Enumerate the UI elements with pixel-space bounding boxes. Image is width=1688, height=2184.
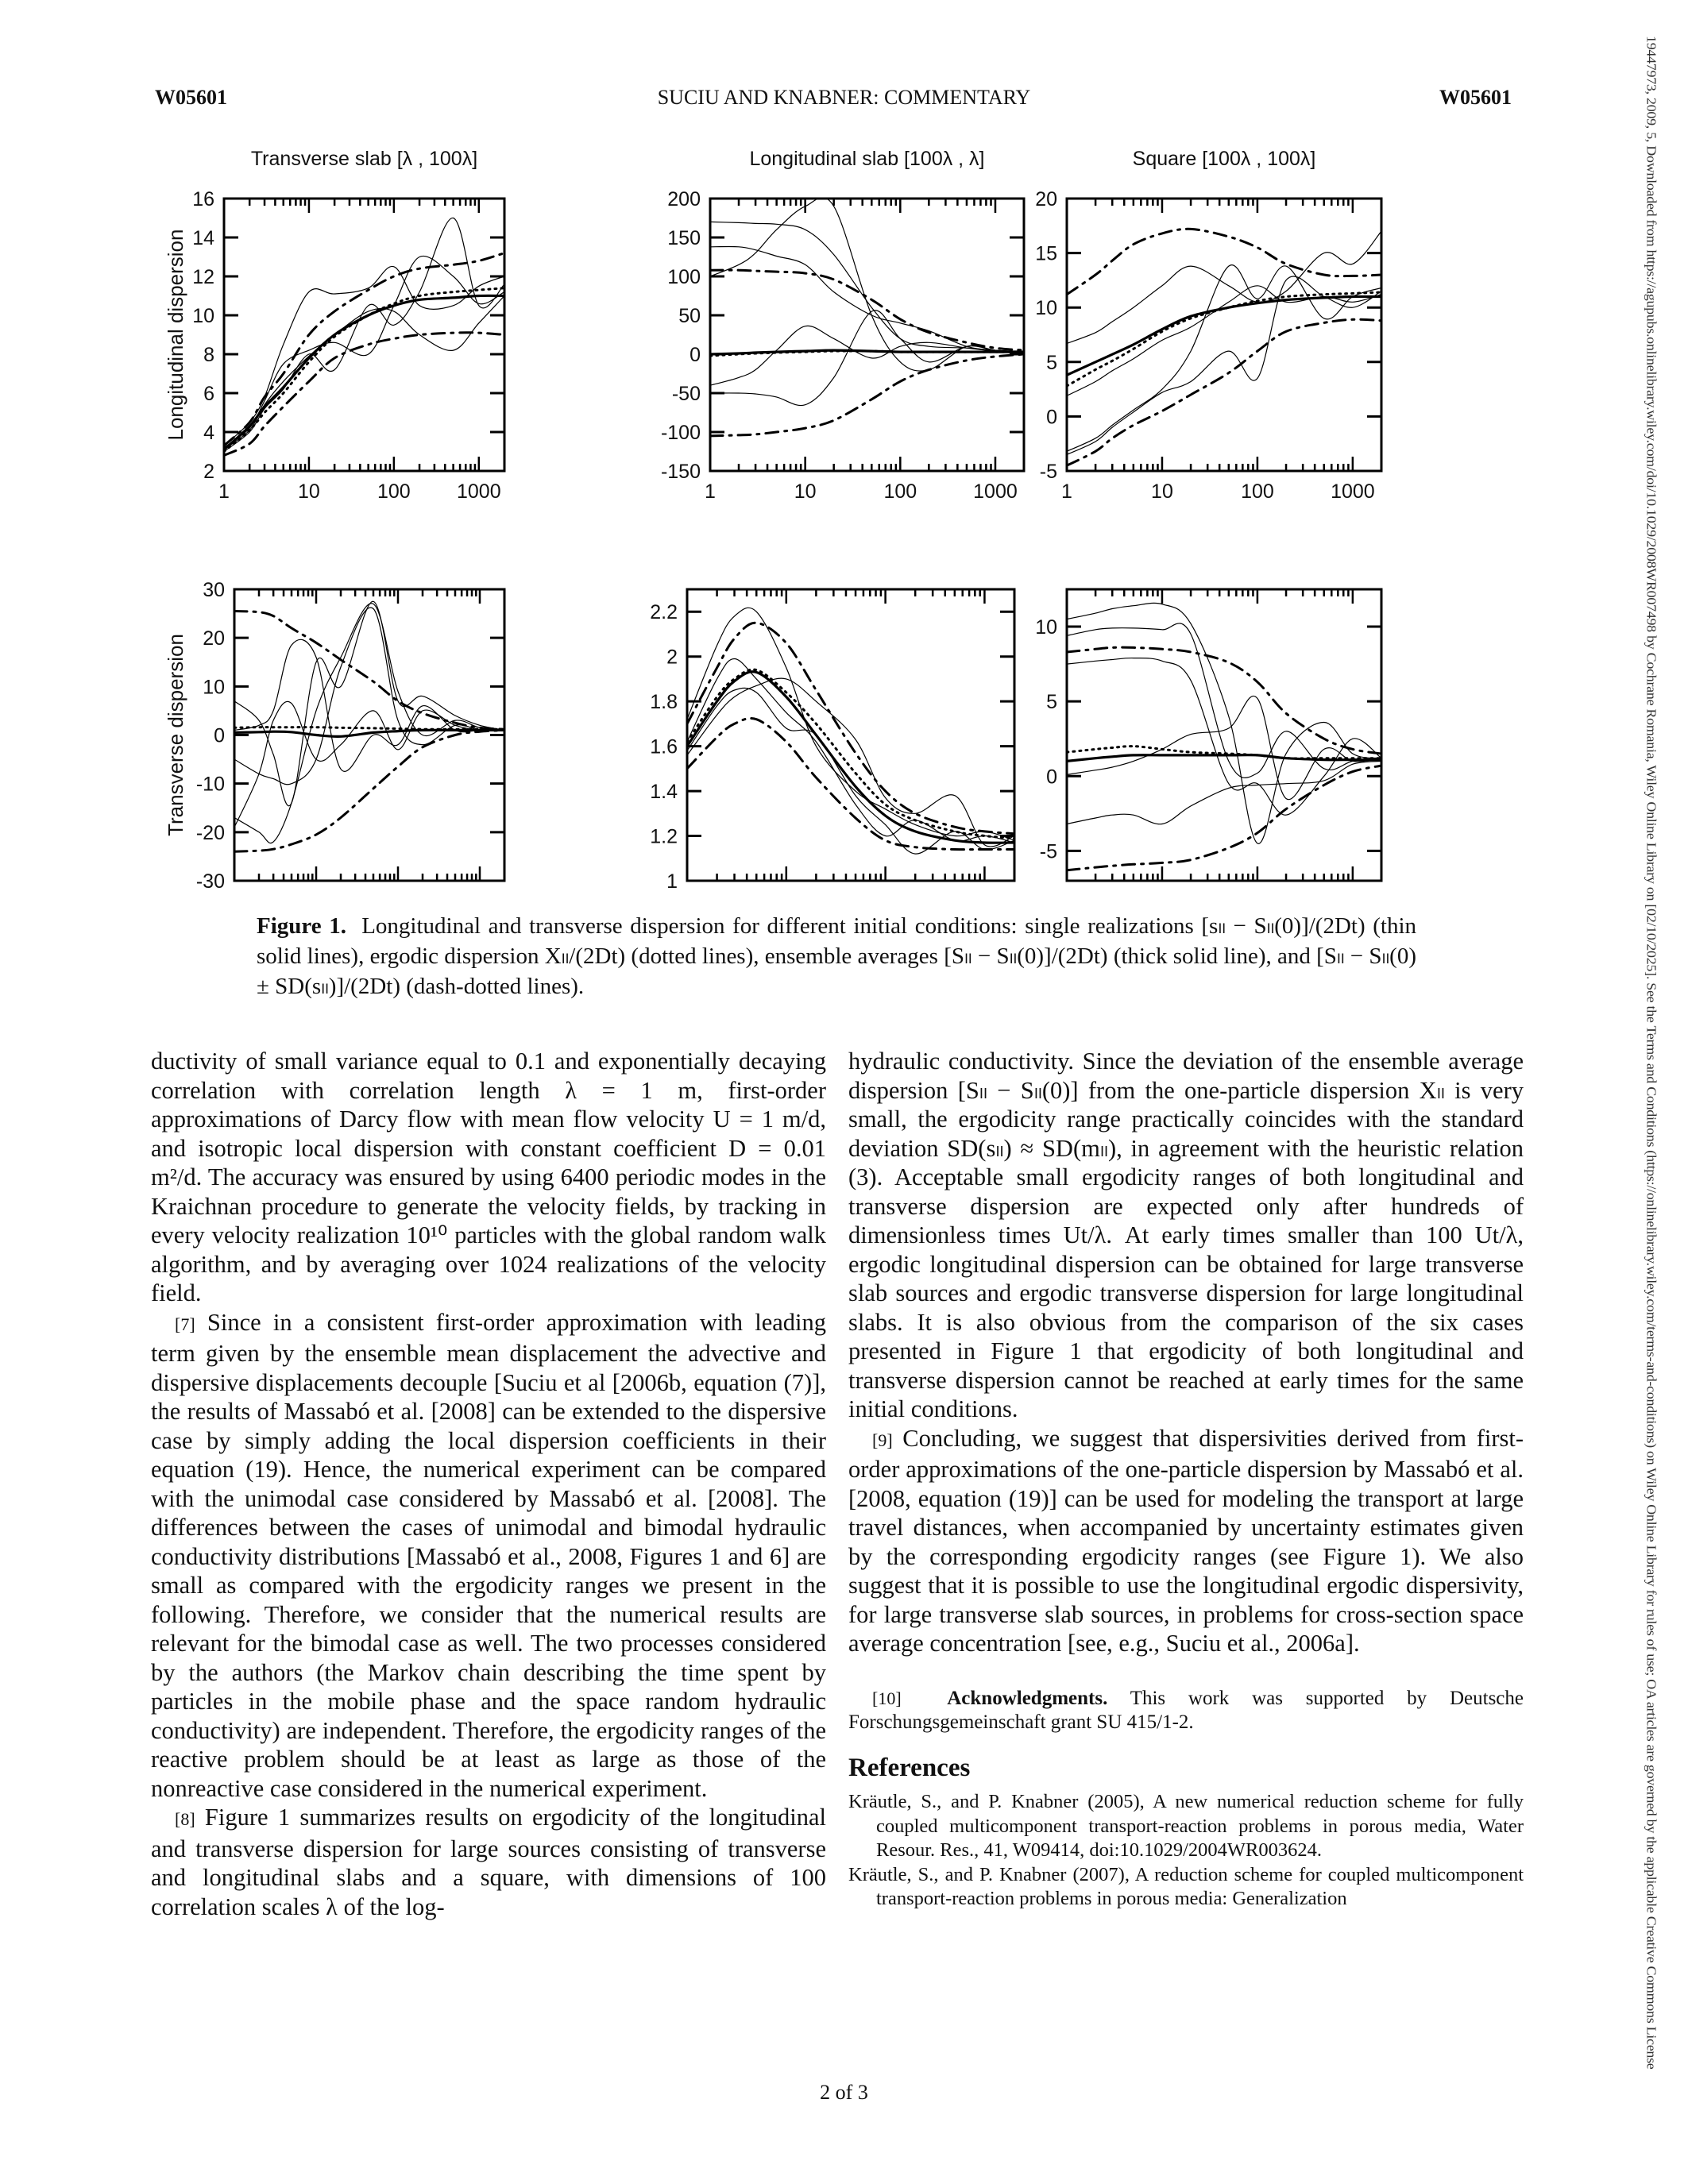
realization-line [1067,603,1381,843]
sd-band-line [687,718,1014,849]
sd-band-line [710,354,1024,436]
ergodic-dispersion-line [224,288,504,452]
y-tick-label: 4 [203,422,214,444]
y-tick-label: -50 [671,383,701,405]
paragraph-9 [848,1424,1524,1658]
figure-caption-text: Longitudinal and transverse dispersion for different initial conditions: single realizations [sₗₗ − Sₗₗ(0)]/(2Dt) (thin solid lines), ergodic dispersion Xₗₗ/(2Dt) (dotted lines), ensemble averages [Sₗₗ − Sₗₗ(0)]/(2Dt) (thick solid line), and [Sₗₗ − Sₗₗ(0) ± SD(sₗₗ)]/(2Dt) (dash-dotted lines). [257,913,1417,999]
y-tick-label: 0 [214,724,225,747]
y-axis-label: Longitudinal dispersion [164,229,187,441]
realization-line [1067,231,1381,343]
figure-caption-label: Figure 1. [257,913,346,939]
chart-title: Transverse slab [λ , 100λ] [250,148,478,170]
y-tick-label: 15 [1035,242,1057,265]
y-tick-label: 2 [203,461,214,483]
sd-band-line [1067,766,1381,870]
paragraph-number: [10] [872,1688,902,1708]
y-tick-label: 12 [192,266,214,288]
y-tick-label: -10 [195,773,225,796]
chart-title: Longitudinal slab [100λ , λ] [749,148,985,170]
chart-panel-5 [650,589,1014,889]
acknowledgments-text: This work was supported by Deutsche Forschungsgemeinschaft grant SU 415/1-2. [848,1687,1524,1733]
paragraph-text: Since in a consistent first-order approximation with leading term given by the ensemble mean displacement the advective and dispersive displacements decouple [Suciu et al [2006b, equation (7)], the results of Massabó et al. [2008] can be extended to the dispersive case by simply adding the local dispersion coefficients in their equation (19). Hence, the numerical experiment can be compared with the unimodal case considered by Massabó et al. [2008]. The differences between the cases of unimodal and bimodal hydraulic conductivity distributions [Massabó et al., 2008, Figures 1 and 6] are small as compared with the ergodicity ranges we present in the following. Therefore, we consider that the numerical results are relevant for the bimodal case as well. The two processes considered by the authors (the Markov chain describing the time spent by particles in the mobile phase and the space random hydraulic conductivity) are independent. Therefore, the ergodicity ranges of the reactive problem should be at least as large as those of the nonreactive case considered in the numerical experiment. [151,1308,826,1802]
realization-line [687,678,1014,847]
ensemble-average-line [687,672,1014,843]
figure-caption [257,911,1416,1001]
acknowledgments-label: Acknowledgments. [947,1687,1108,1709]
x-tick-label: 1000 [973,480,1018,503]
series-group [687,608,1014,854]
realization-line [224,218,504,451]
y-tick-label: -150 [660,461,701,483]
reference-item: Kräutle, S., and P. Knabner (2005), A new numerical reduction scheme for fully coupled multicomponent transport-reaction problems in porous media, Water Resour. Res., 41, W09414, doi:10.1029/2004WR003624. [848,1791,1524,1861]
series-group [1067,229,1381,465]
series-group [234,601,504,851]
x-tick-label: 1 [218,480,230,503]
y-tick-label: 1.4 [650,781,678,804]
y-tick-label: 0 [689,344,701,366]
y-tick-label: 14 [192,227,214,249]
y-tick-label: 6 [203,383,214,405]
realization-line [710,222,1024,352]
y-tick-label: 10 [203,676,225,699]
realization-line [1067,286,1381,396]
y-tick-label: 20 [203,627,225,650]
plot-frame [1067,589,1381,881]
chart-panel-1 [164,148,504,503]
paragraph-number: [7] [175,1314,195,1334]
header-article-id-left: W05601 [155,86,227,109]
y-tick-label: 16 [192,188,214,210]
x-tick-label: 100 [883,480,917,503]
x-tick-label: 1000 [1331,480,1375,503]
realization-line [234,701,504,827]
sd-band-line [1067,319,1381,465]
y-tick-label: 5 [1046,691,1057,714]
y-tick-label: -20 [195,821,225,844]
y-tick-label: 30 [203,579,225,601]
page-number: 2 of 3 [820,2081,868,2104]
paragraph-number: [9] [872,1430,893,1450]
header-running-title: SUCIU AND KNABNER: COMMENTARY [657,86,1031,109]
y-tick-label: -100 [660,422,701,444]
series-group [1067,603,1381,870]
ensemble-average-line [234,730,504,736]
y-tick-label: 100 [667,266,701,288]
realization-line [234,639,504,771]
body-right-column [848,1047,1524,1912]
chart-panel-4 [164,579,504,889]
realization-line [1067,276,1381,454]
plot-frame [234,589,504,881]
download-notice-text: 19447973, 2009, 5, Downloaded from https://agupubs.onlinelibrary.wiley.com/doi/10.1029/2008WR007498 by Cochrane Romania, Wiley Online Library on [02/10/2025]. See the Terms and Conditions (https://onlinelibrary.wiley.com/terms-and-conditions) on Wiley Online Library for rules of use; OA articles are governed by the applicable Creative Commons License [1644,36,1659,2070]
sd-band-line [234,730,504,851]
sd-band-line [224,253,504,446]
chart-panel-3 [1035,148,1381,503]
y-tick-label: 0 [1046,406,1057,429]
y-tick-label: 50 [678,305,701,327]
ensemble-average-line [224,295,504,450]
y-tick-label: 5 [1046,351,1057,374]
body-left-column [151,1047,826,1921]
realization-line [224,266,504,446]
plot-frame [1067,199,1381,471]
y-tick-label: 20 [1035,188,1057,210]
realization-line [710,326,1024,385]
y-tick-label: 10 [1035,616,1057,639]
y-tick-label: 1.6 [650,735,678,758]
figure-1 [143,127,1525,889]
y-tick-label: 2 [666,646,678,669]
realization-line [234,601,504,806]
paragraph: ductivity of small variance equal to 0.1 and exponentially decaying correlation with correlation length λ = 1 m, first-order approximations of Darcy flow with mean flow velocity U = 1 m/d, and isotropic local dispersion with constant coefficient D = 0.01 m²/d. The accuracy was ensured by using 6400 periodic modes in the Kraichnan procedure to generate the velocity fields, by tracking in every velocity realization 10¹⁰ particles with the global random walk algorithm, and by averaging over 1024 realizations of the velocity field. [151,1048,826,1306]
series-group [224,218,504,455]
paragraph-8 [151,1803,826,1921]
paragraph-text: Concluding, we suggest that dispersivities derived from first-order approximations of the one-particle dispersion by Massabó et al. [2008, equation (19)] can be used for modeling the transport at large travel distances, when accompanied by uncertainty estimates given by the corresponding ergodicity ranges (see Figure 1). We also suggest that it is possible to use the longitudinal ergodic dispersivity, for large transverse slab sources, in problems for cross-section space average concentration [see, e.g., Suciu et al., 2006a]. [848,1424,1524,1657]
paragraph: hydraulic conductivity. Since the deviation of the ensemble average dispersion [Sₗₗ − Sₗₗ(0)] from the one-particle dispersion Xₗₗ is very small, the ergodicity range practically coincides with the standard deviation SD(sₗₗ) ≈ SD(mₗₗ), in agreement with the heuristic relation (3). Acceptable small ergodicity ranges of both longitudinal and transverse dispersion are expected only after hundreds of dimensionless times Ut/λ. At early times smaller than 100 Ut/λ, ergodic longitudinal dispersion can be obtained for large transverse slab sources and ergodic transverse dispersion for large longitudinal slabs. It is also obvious from the comparison of the six cases presented in Figure 1 that ergodicity of both longitudinal and transverse dispersion cannot be reached at early times for the same initial conditions. [848,1048,1524,1422]
plot-frame [687,589,1014,881]
y-tick-label: 150 [667,227,701,249]
y-tick-label: 8 [203,344,214,366]
y-tick-label: 1.8 [650,691,678,714]
y-tick-label: 200 [667,188,701,210]
chart-panel-2 [661,148,1024,503]
y-tick-label: -5 [1039,461,1057,483]
x-tick-label: 100 [377,480,411,503]
x-tick-label: 10 [1151,480,1173,503]
sd-band-line [1067,229,1381,294]
paragraph-text: Figure 1 summarizes results on ergodicity of the longitudinal and transverse dispersion for large sources consisting of transverse and longitudinal slabs and a square, with dimensions of 100 correlation scales λ of the log- [151,1804,826,1920]
x-tick-label: 100 [1241,480,1274,503]
realization-line [224,256,504,447]
x-tick-label: 1 [1061,480,1072,503]
plot-frame [710,199,1024,471]
references-heading: References [848,1753,971,1782]
y-tick-label: 1.2 [650,825,678,848]
realization-line [1067,761,1381,824]
ensemble-average-line [1067,296,1381,375]
realization-line [1067,658,1381,816]
y-tick-label: 10 [1035,297,1057,320]
paragraph-number: [8] [175,1809,195,1829]
series-group [710,197,1024,435]
x-tick-label: 1 [705,480,716,503]
header-article-id-right: W05601 [1439,86,1512,109]
y-tick-label: 10 [192,305,214,327]
ergodic-dispersion-line [1067,292,1381,386]
chart-panel-6 [1035,589,1381,889]
reference-item: Kräutle, S., and P. Knabner (2007), A reduction scheme for coupled multicomponent transport-reaction problems in porous media: Generalization [848,1863,1524,1909]
y-axis-label: Transverse dispersion [164,634,187,836]
sd-band-line [710,270,1024,350]
sd-band-line [687,623,1014,833]
realization-line [710,246,1024,351]
y-tick-label: 2.2 [650,601,678,624]
ensemble-average-line [710,350,1024,354]
realization-line [224,296,504,450]
chart-title: Square [100λ , 100λ] [1132,148,1316,170]
realization-line [234,604,504,843]
y-tick-label: 0 [1046,766,1057,789]
y-tick-label: -30 [195,870,225,889]
paragraph-7 [151,1308,826,1804]
y-tick-label: 1 [666,870,678,889]
x-tick-label: 1000 [456,480,501,503]
y-tick-label: -5 [1039,840,1057,863]
x-tick-label: 10 [794,480,817,503]
acknowledgments [848,1687,1524,1734]
download-notice-sidebar [1643,36,1667,2164]
x-tick-label: 10 [298,480,320,503]
